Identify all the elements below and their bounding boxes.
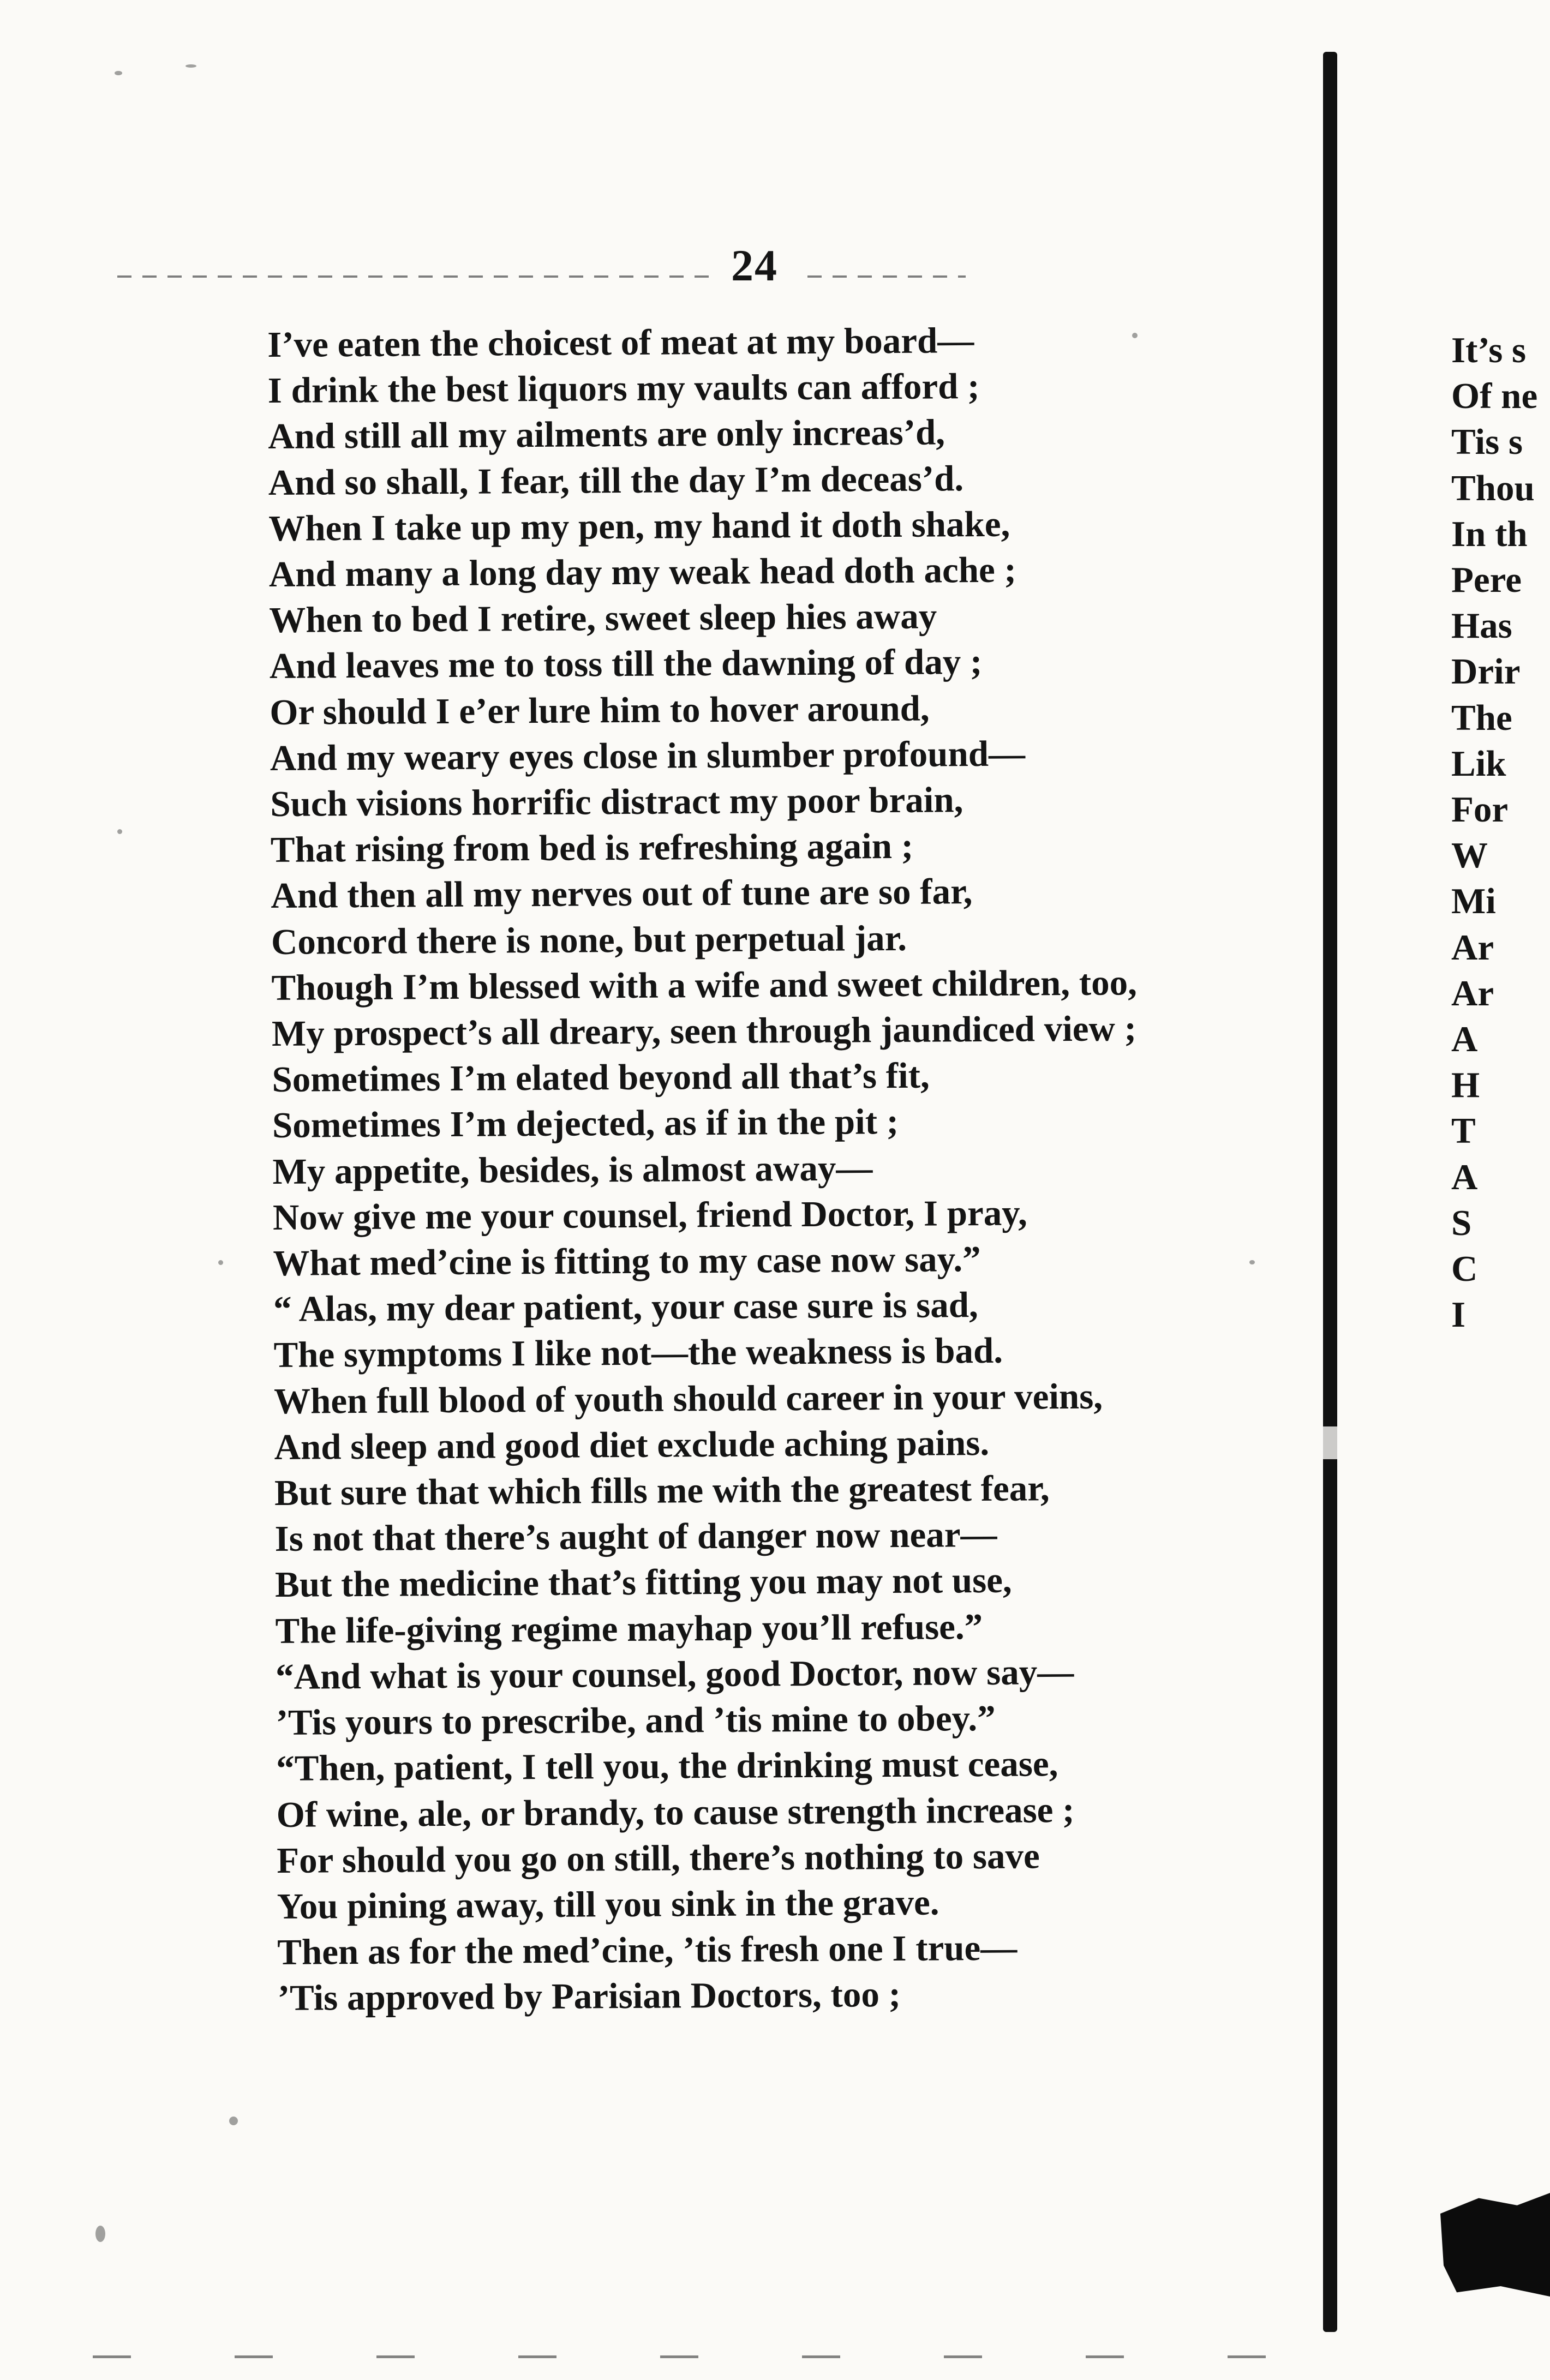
- ink-blot: [1440, 2193, 1550, 2297]
- poem-line: And then all my nerves out of tune are so far,: [271, 871, 973, 916]
- poem-line: Concord there is none, but perpetual jar.: [271, 918, 907, 962]
- poem-line: When to bed I retire, sweet sleep hies away: [269, 596, 937, 641]
- poem-line: Then as for the med’cine, ’tis fresh one I true—: [277, 1927, 1018, 1973]
- bottom-edge-marks: [93, 2355, 1348, 2358]
- facing-page-line: A: [1451, 1019, 1478, 1060]
- header-rule-left: [117, 275, 709, 278]
- poem-line: I drink the best liquors my vaults can afford ;: [267, 366, 980, 411]
- poem-line: When I take up my pen, my hand it doth shake,: [268, 503, 1010, 549]
- poem-line: “And what is your counsel, good Doctor, now say—: [275, 1651, 1074, 1697]
- poem-line: Or should I e’er lure him to hover around,: [270, 688, 930, 733]
- facing-page-line: Ar: [1451, 927, 1494, 968]
- book-gutter-shadow: [1323, 52, 1337, 2332]
- facing-page-line: Pere: [1451, 560, 1522, 601]
- paper-speck: [185, 64, 196, 68]
- facing-page-line: It’s s: [1451, 330, 1527, 370]
- poem-line: And my weary eyes close in slumber profound—: [270, 733, 1026, 778]
- facing-page-line: I: [1451, 1294, 1466, 1335]
- facing-page-line: Of ne: [1451, 376, 1538, 417]
- poem-line: And many a long day my weak head doth ache ;: [268, 549, 1016, 595]
- poem-line: And still all my ailments are only increas’d,: [268, 412, 945, 457]
- facing-page-line: The: [1451, 697, 1512, 738]
- facing-page-line: T: [1451, 1111, 1476, 1152]
- poem-line: ’Tis yours to prescribe, and ’tis mine to obey.”: [276, 1698, 996, 1743]
- poem-line: For should you go on still, there’s nothing to save: [277, 1836, 1040, 1881]
- poem-line: “ Alas, my dear patient, your case sure is sad,: [273, 1285, 978, 1330]
- facing-page-line: A: [1451, 1156, 1478, 1197]
- facing-page-line: In th: [1451, 513, 1528, 554]
- facing-page-line: Lik: [1451, 743, 1506, 784]
- facing-page-line: Drir: [1451, 651, 1521, 692]
- facing-page-line: Mi: [1451, 881, 1496, 922]
- poem-text: [267, 316, 1143, 2021]
- poem-line: I’ve eaten the choicest of meat at my board—: [267, 320, 974, 365]
- poem-line: Such visions horrific distract my poor brain,: [270, 780, 963, 825]
- facing-page-text: [1451, 327, 1550, 1338]
- paper-speck: [1249, 1260, 1255, 1264]
- facing-page-line: H: [1451, 1065, 1480, 1106]
- poem-line: That rising from bed is refreshing again ;: [270, 826, 914, 871]
- header-rule-right: [807, 275, 966, 278]
- paper-speck: [117, 829, 122, 834]
- poem-line: When full blood of youth should career in your veins,: [273, 1376, 1103, 1422]
- facing-page-line: S: [1451, 1202, 1472, 1243]
- page-number: 24: [731, 241, 778, 290]
- poem-line: My prospect’s all dreary, seen through jaundiced view ;: [271, 1008, 1137, 1054]
- poem-line: Though I’m blessed with a wife and sweet children, too,: [271, 962, 1138, 1008]
- poem-line: But sure that which fills me with the greatest fear,: [274, 1468, 1050, 1514]
- poem-line: Sometimes I’m dejected, as if in the pit ;: [272, 1101, 899, 1146]
- poem-line: ’Tis approved by Parisian Doctors, too ;: [277, 1974, 901, 2019]
- poem-line: Of wine, ale, or brandy, to cause strength increase ;: [276, 1789, 1075, 1835]
- poem-line: And sleep and good diet exclude aching pains.: [274, 1422, 990, 1467]
- paper-speck: [218, 1260, 223, 1265]
- poem-line: What med’cine is fitting to my case now say.”: [273, 1239, 981, 1284]
- poem-line: The symptoms I like not—the weakness is bad.: [273, 1330, 1003, 1376]
- facing-page-line: Has: [1451, 606, 1512, 646]
- paper-speck: [1132, 333, 1138, 338]
- poem-line: “Then, patient, I tell you, the drinking must cease,: [276, 1743, 1058, 1789]
- poem-line: And leaves me to toss till the dawning of day ;: [269, 642, 983, 687]
- poem-line: My appetite, besides, is almost away—: [272, 1147, 873, 1192]
- poem-line: But the medicine that’s fitting you may not use,: [274, 1560, 1012, 1605]
- facing-page-line: Ar: [1451, 973, 1494, 1014]
- paper-speck: [229, 2117, 238, 2125]
- paper-speck: [115, 71, 122, 75]
- paper-speck: [95, 2226, 105, 2242]
- poem-line: Sometimes I’m elated beyond all that’s fit,: [272, 1055, 930, 1100]
- facing-page-line: C: [1451, 1249, 1478, 1290]
- poem-line: Now give me your counsel, friend Doctor, I pray,: [272, 1192, 1027, 1238]
- poem-line: And so shall, I fear, till the day I’m deceas’d.: [268, 458, 964, 503]
- facing-page-line: For: [1451, 789, 1509, 830]
- facing-page-line: Tis s: [1451, 422, 1523, 463]
- facing-page-line: W: [1451, 835, 1488, 876]
- poem-line: You pining away, till you sink in the grave.: [277, 1882, 939, 1927]
- poem-line: The life-giving regime mayhap you’ll refuse.”: [275, 1606, 983, 1651]
- facing-page-line: Thou: [1451, 467, 1535, 508]
- poem-line: Is not that there’s aught of danger now near—: [274, 1514, 997, 1560]
